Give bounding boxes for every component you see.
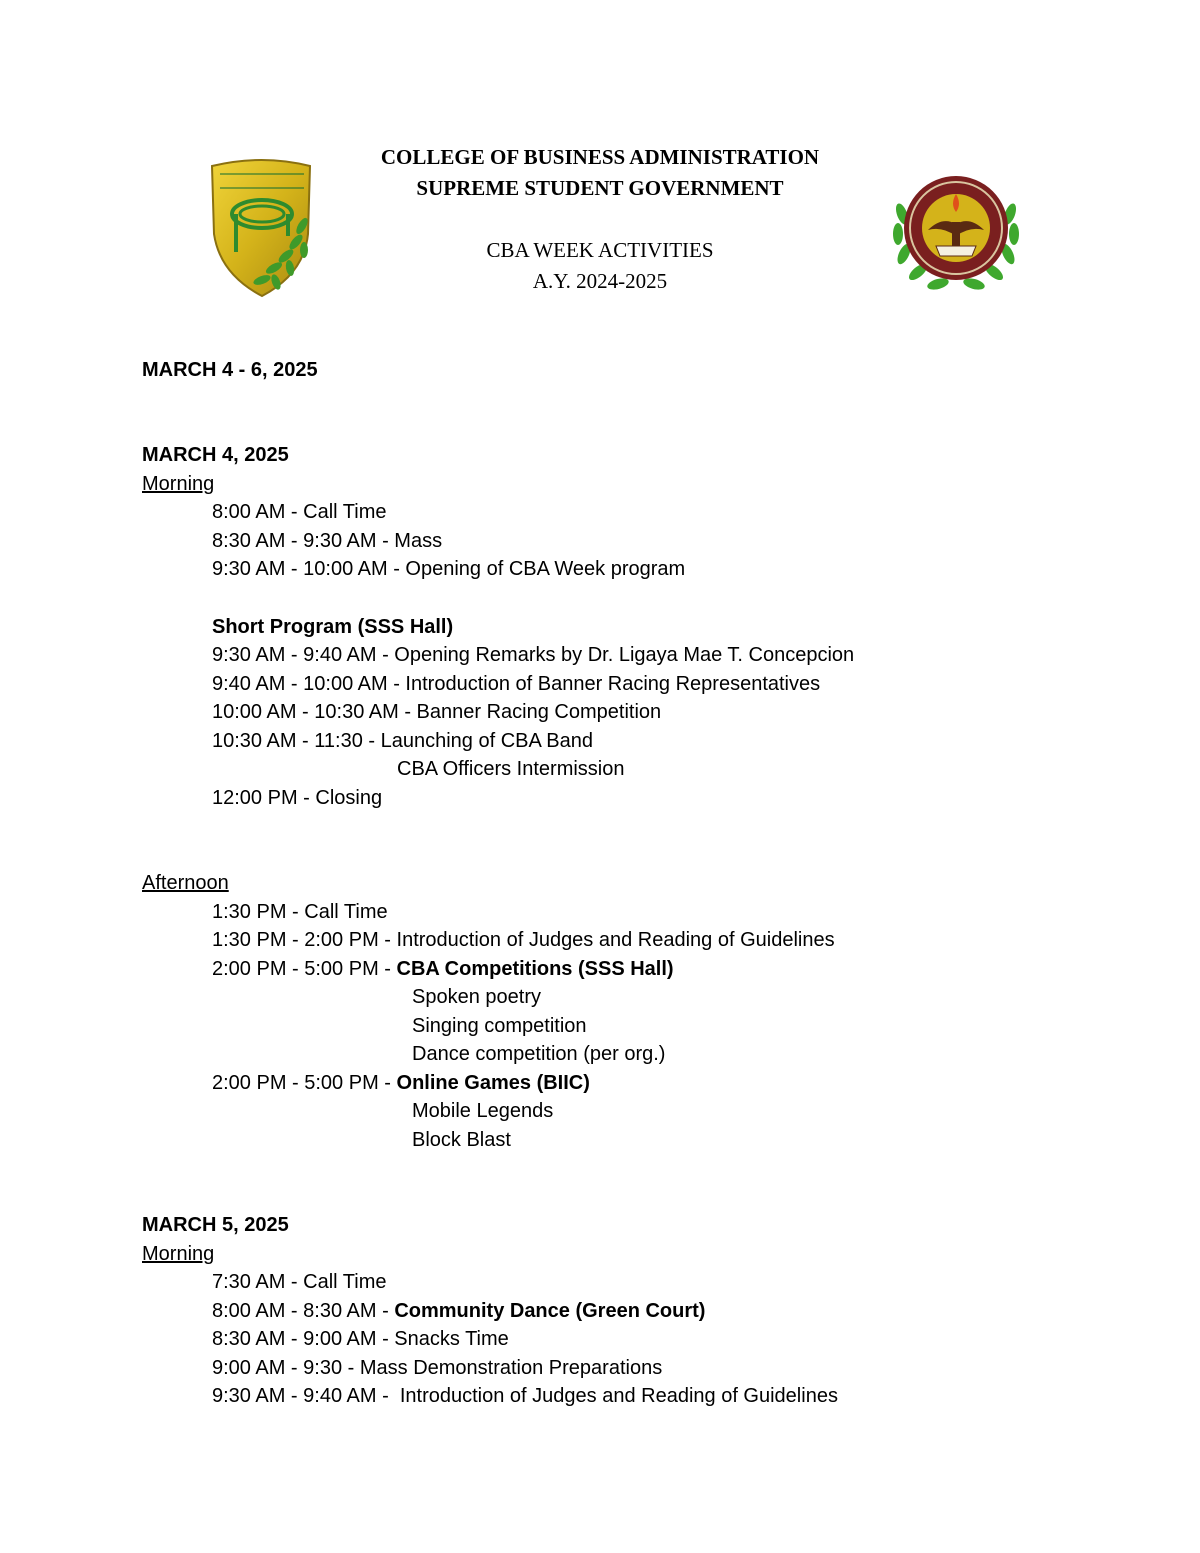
schedule-item: 1:30 PM - Call Time [212, 901, 388, 923]
schedule-item: 9:30 AM - 9:40 AM - Opening Remarks by Dr. Ligaya Mae T. Concepcion [212, 644, 855, 666]
schedule-subitem: Mobile Legends [412, 1100, 554, 1122]
schedule-item: 9:30 AM - 10:00 AM - Opening of CBA Week program [212, 558, 686, 580]
schedule-subitem: Block Blast [412, 1129, 511, 1151]
schedule-item: 12:00 PM - Closing [212, 787, 383, 809]
day1-afternoon-label: Afternoon [142, 872, 229, 894]
schedule-subitem: Dance competition (per org.) [412, 1043, 666, 1065]
schedule-subitem: Singing competition [412, 1015, 587, 1037]
schedule-item [212, 1070, 590, 1096]
schedule-item: 10:00 AM - 10:30 AM - Banner Racing Competition [212, 701, 662, 723]
document-header [330, 142, 870, 297]
document-title: CBA WEEK ACTIVITIES [486, 238, 714, 262]
schedule-subitem: CBA Officers Intermission [397, 758, 625, 780]
games-title: Online Games (BIIC) [396, 1072, 590, 1094]
games-time: 2:00 PM - 5:00 PM - [212, 1072, 397, 1094]
schedule-item: 8:30 AM - 9:00 AM - Snacks Time [212, 1328, 509, 1350]
academic-year: A.Y. 2024-2025 [532, 269, 668, 293]
schedule-item [212, 1298, 705, 1324]
college-name: COLLEGE OF BUSINESS ADMINISTRATION [380, 145, 820, 169]
day2-morning-label: Morning [142, 1243, 215, 1265]
short-program-heading: Short Program (SSS Hall) [212, 616, 454, 638]
day1-date-heading: MARCH 4, 2025 [142, 444, 289, 466]
day2-date-heading: MARCH 5, 2025 [142, 1214, 289, 1236]
student-government-seal-icon [888, 164, 1024, 296]
schedule-item: 1:30 PM - 2:00 PM - Introduction of Judges and Reading of Guidelines [212, 929, 835, 951]
competitions-title: CBA Competitions (SSS Hall) [396, 958, 674, 980]
schedule-item: 9:40 AM - 10:00 AM - Introduction of Banner Racing Representatives [212, 673, 821, 695]
schedule-item: 8:00 AM - Call Time [212, 501, 387, 523]
college-shield-logo-icon [206, 156, 318, 300]
day1-morning-label: Morning [142, 473, 215, 495]
schedule-item: 8:30 AM - 9:30 AM - Mass [212, 530, 443, 552]
schedule-item: 7:30 AM - Call Time [212, 1271, 387, 1293]
schedule-subitem: Spoken poetry [412, 986, 541, 1008]
date-range-heading: MARCH 4 - 6, 2025 [142, 359, 318, 381]
schedule-item [212, 956, 674, 982]
government-name: SUPREME STUDENT GOVERNMENT [416, 176, 784, 200]
schedule-item: 9:00 AM - 9:30 - Mass Demonstration Preparations [212, 1357, 663, 1379]
dance-time: 8:00 AM - 8:30 AM - [212, 1300, 395, 1322]
competitions-time: 2:00 PM - 5:00 PM - [212, 958, 397, 980]
dance-title: Community Dance (Green Court) [394, 1300, 706, 1322]
schedule-item: 9:30 AM - 9:40 AM - Introduction of Judges and Reading of Guidelines [212, 1385, 838, 1407]
schedule-item: 10:30 AM - 11:30 - Launching of CBA Band [212, 730, 593, 752]
